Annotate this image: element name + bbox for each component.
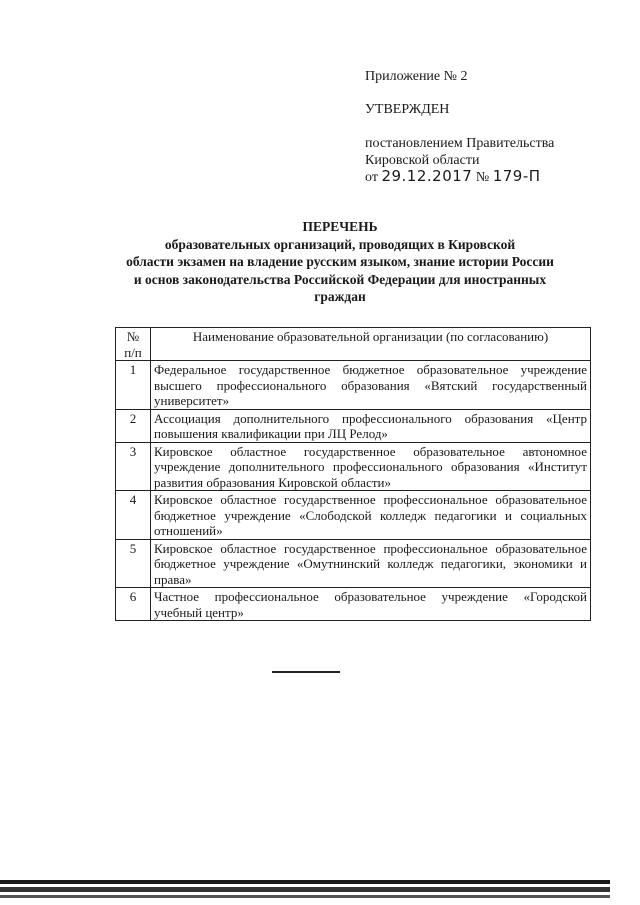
row-organization-name: Кировское областное государственное образовательное автономное учреждение дополнительного профессионального образования «Институт развития образования Кировской области» [151,442,591,491]
end-divider [272,671,340,673]
row-number: 3 [116,442,151,491]
table-row [116,442,591,491]
table-row [116,539,591,588]
row-organization-name: Кировское областное государственное профессиональное образовательное бюджетное учреждение «Омутнинский колледж педагогики, экономики и права» [151,539,591,588]
document-title [80,218,600,306]
table-header-row [116,328,591,361]
row-number: 4 [116,491,151,540]
decree-line-1: постановлением Правительства [365,136,555,151]
title-line-4: граждан [314,289,366,304]
title-line-1: образовательных организаций, проводящих в Кировской [164,236,516,252]
row-organization-name: Федеральное государственное бюджетное образовательное учреждение высшего профессионального образования «Вятский государственный университет» [151,361,591,410]
date-prefix: от [365,170,378,185]
table-row [116,409,591,442]
decree-line-2: Кировской области [365,153,480,168]
number-value: 179-П [492,167,541,185]
row-number: 1 [116,361,151,410]
scan-edge-line [0,895,610,898]
row-organization-name: Кировское областное государственное профессиональное образовательное бюджетное учреждение «Слободской колледж педагогики и социальных отношений» [151,491,591,540]
table-row [116,588,591,621]
appendix-label: Приложение № 2 [365,69,468,84]
decree-date-line [365,168,541,186]
header-number-line-1: № [126,329,140,344]
row-organization-name: Частное профессиональное образовательное учреждение «Городской учебный центр» [151,588,591,621]
header-name: Наименование образовательной организации (по согласованию) [151,328,591,361]
number-prefix: № [475,170,490,185]
organizations-table [115,327,591,621]
row-number: 5 [116,539,151,588]
date-value: 29.12.2017 [381,167,473,185]
title-line-2: области экзамен на владение русским языком, знание истории России [126,254,554,269]
row-number: 2 [116,409,151,442]
header-number [116,328,151,361]
table-row [116,361,591,410]
scan-edge-line [0,887,610,892]
scan-edge-line [0,880,610,884]
row-organization-name: Ассоциация дополнительного профессионального образования «Центр повышения квалификации при ЛЦ Релод» [151,409,591,442]
title-line-3: и основ законодательства Российской Федерации для иностранных [133,271,547,287]
title-heading: ПЕРЕЧЕНЬ [302,219,378,234]
table-row [116,491,591,540]
header-number-line-2: п/п [124,344,142,360]
row-number: 6 [116,588,151,621]
approved-label: УТВЕРЖДЕН [365,102,450,117]
